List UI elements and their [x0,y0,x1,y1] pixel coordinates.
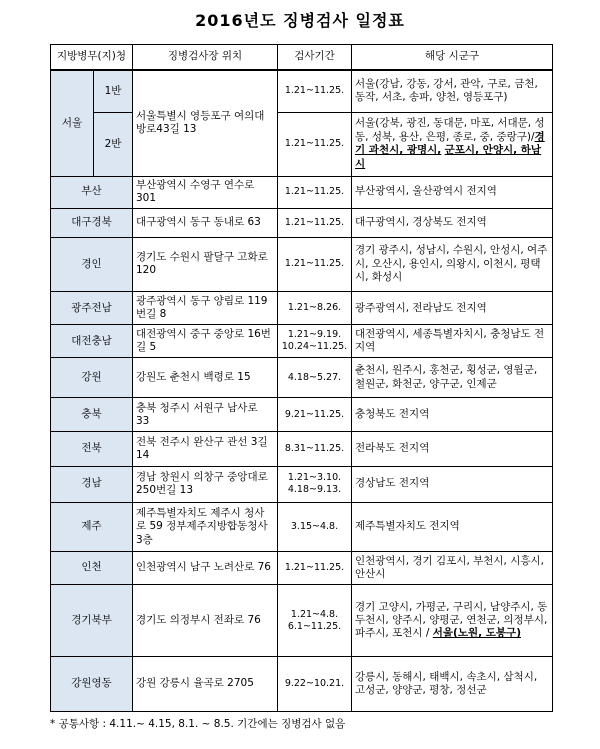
office-cell: 인천 [51,552,133,585]
period-cell [278,325,352,358]
office-cell: 경인 [51,237,133,292]
area-underlined-text: 경기 과천시, 광명시, [355,130,545,157]
period-cell [278,292,352,325]
period-line: 3.15~4.8. [290,520,339,532]
table-row [51,292,553,325]
location-cell: 광주광역시 동구 양림로 119번길 8 [133,292,278,325]
location-cell: 경남 창원시 의창구 중앙대로250번길 13 [133,466,278,502]
office-cell: 부산 [51,176,133,208]
period-cell: 1.21~11.25. [278,112,352,176]
table-row [51,398,553,432]
period-line: 1.21~3.10. [287,471,342,483]
location-cell: 강원 강릉시 율곡로 2705 [133,657,278,712]
area-underlined-text: 서울(노원, 도봉구) [432,627,521,640]
area-cell: 경상남도 전지역 [352,466,553,502]
period-line: 1.21~11.25. [284,186,345,198]
location-cell: 대구광역시 동구 동내로 63 [133,208,278,237]
table-row [51,552,553,585]
table-row [51,466,553,502]
table-row [51,432,553,466]
table-row [51,208,553,237]
period-cell [278,237,352,292]
office-cell: 전북 [51,432,133,466]
area-cell: 충청북도 전지역 [352,398,553,432]
location-cell: 서울특별시 영등포구 여의대방로43길 13 [133,70,278,176]
table-row [51,112,553,176]
period-cell [278,552,352,585]
area-cell: 대구광역시, 경상북도 전지역 [352,208,553,237]
period-line: 9.22~10.21. [284,678,345,690]
location-cell: 부산광역시 수영구 연수로 301 [133,176,278,208]
office-cell: 강원 [51,358,133,398]
sub-team-cell: 1반 [94,70,133,112]
office-cell: 강원영동 [51,657,133,712]
period-cell [278,398,352,432]
period-cell [278,176,352,208]
period-cell [278,432,352,466]
period-line: 1.21~11.25. [284,258,345,270]
office-cell: 충북 [51,398,133,432]
area-cell: 광주광역시, 전라남도 전지역 [352,292,553,325]
period-line: 1.21~9.19. [287,329,342,341]
period-line: 1.21~11.25. [284,216,345,228]
office-cell: 대전충남 [51,325,133,358]
period-line: 6.1~11.25. [287,620,342,632]
period-line: 4.18~9.13. [287,484,342,496]
period-cell [278,466,352,502]
area-cell: 대전광역시, 세종특별자치시, 충청남도 전지역 [352,325,553,358]
location-cell: 전북 전주시 완산구 관선 3길 14 [133,432,278,466]
header-area: 해당 시군구 [352,45,553,71]
period-line: 8.31~11.25. [284,442,345,454]
area-cell [352,585,553,657]
area-cell: 부산광역시, 울산광역시 전지역 [352,176,553,208]
period-cell [278,208,352,237]
location-cell: 경기도 수원시 팔달구 고화로 120 [133,237,278,292]
footnote: * 공통사항 : 4.11.~ 4.15, 8.1. ~ 8.5. 기간에는 징병검사 없음 [50,718,346,730]
office-cell: 경남 [51,466,133,502]
sub-team-cell: 2반 [94,112,133,176]
period-cell [278,502,352,552]
area-cell: 서울(강남, 강동, 강서, 관악, 구로, 금천, 동작, 서초, 송파, 양천, 영등포구) [352,70,553,112]
table-row [51,585,553,657]
header-office: 지방병무(지)청 [51,45,133,71]
table-row [51,502,553,552]
office-cell: 경기북부 [51,585,133,657]
location-cell: 제주특별자치도 제주시 청사로 59 정부제주지방합동청사 3층 [133,502,278,552]
schedule-table [50,44,553,712]
table-row [51,70,553,112]
area-cell [352,112,553,176]
table-row [51,237,553,292]
area-cell: 경기 광주시, 성남시, 수원시, 안성시, 여주시, 오산시, 용인시, 의왕시, 이천시, 평택시, 화성시 [352,237,553,292]
table-row [51,325,553,358]
area-text: 경기 고양시, 가평군, 구리시, 남양주시, 동두천시, 양주시, 양평군, 연천군, 의정부시, 파주시, 포천시 / [355,600,548,640]
period-line: 1.21~8.26. [287,302,342,314]
header-location: 징병검사장 위치 [133,45,278,71]
period-line: 1.21~11.25. [284,562,345,574]
period-line: 4.18~5.27. [287,371,342,383]
period-line: 10.24~11.25. [281,341,348,353]
office-cell: 제주 [51,502,133,552]
location-cell: 인천광역시 남구 노려산로 76 [133,552,278,585]
location-cell: 충북 청주시 서원구 남사로 33 [133,398,278,432]
area-cell: 전라북도 전지역 [352,432,553,466]
location-cell: 강원도 춘천시 백령로 15 [133,358,278,398]
office-cell: 대구경북 [51,208,133,237]
table-row [51,657,553,712]
area-cell: 제주특별자치도 전지역 [352,502,553,552]
header-period: 검사기간 [278,45,352,71]
table-row [51,176,553,208]
area-text: 서울(강북, 광진, 동대문, 마포, 서대문, 성동, 성북, 용산, 은평, 종로, 중, 중랑구)/ [355,117,545,143]
area-underlined-text: 군포시, 안양시, 하남시 [355,144,542,170]
location-cell: 경기도 의정부시 전좌로 76 [133,585,278,657]
period-cell [278,657,352,712]
table-row [51,358,553,398]
area-cell: 춘천시, 원주시, 홍천군, 횡성군, 영월군, 철원군, 화천군, 양구군, 인제군 [352,358,553,398]
period-line: 9.21~11.25. [284,408,345,420]
area-cell: 강릉시, 동해시, 태백시, 속초시, 삼척시, 고성군, 양양군, 평창, 정선군 [352,657,553,712]
period-cell: 1.21~11.25. [278,70,352,112]
header-row [51,45,553,71]
office-cell: 광주전남 [51,292,133,325]
page-title: 2016년도 징병검사 일정표 [195,11,405,30]
period-cell [278,585,352,657]
area-cell: 인천광역시, 경기 김포시, 부천시, 시흥시, 안산시 [352,552,553,585]
period-line: 1.21~4.8. [290,608,339,620]
location-cell: 대전광역시 중구 중앙로 16번길 5 [133,325,278,358]
period-cell [278,358,352,398]
office-cell: 서울 [51,70,94,176]
